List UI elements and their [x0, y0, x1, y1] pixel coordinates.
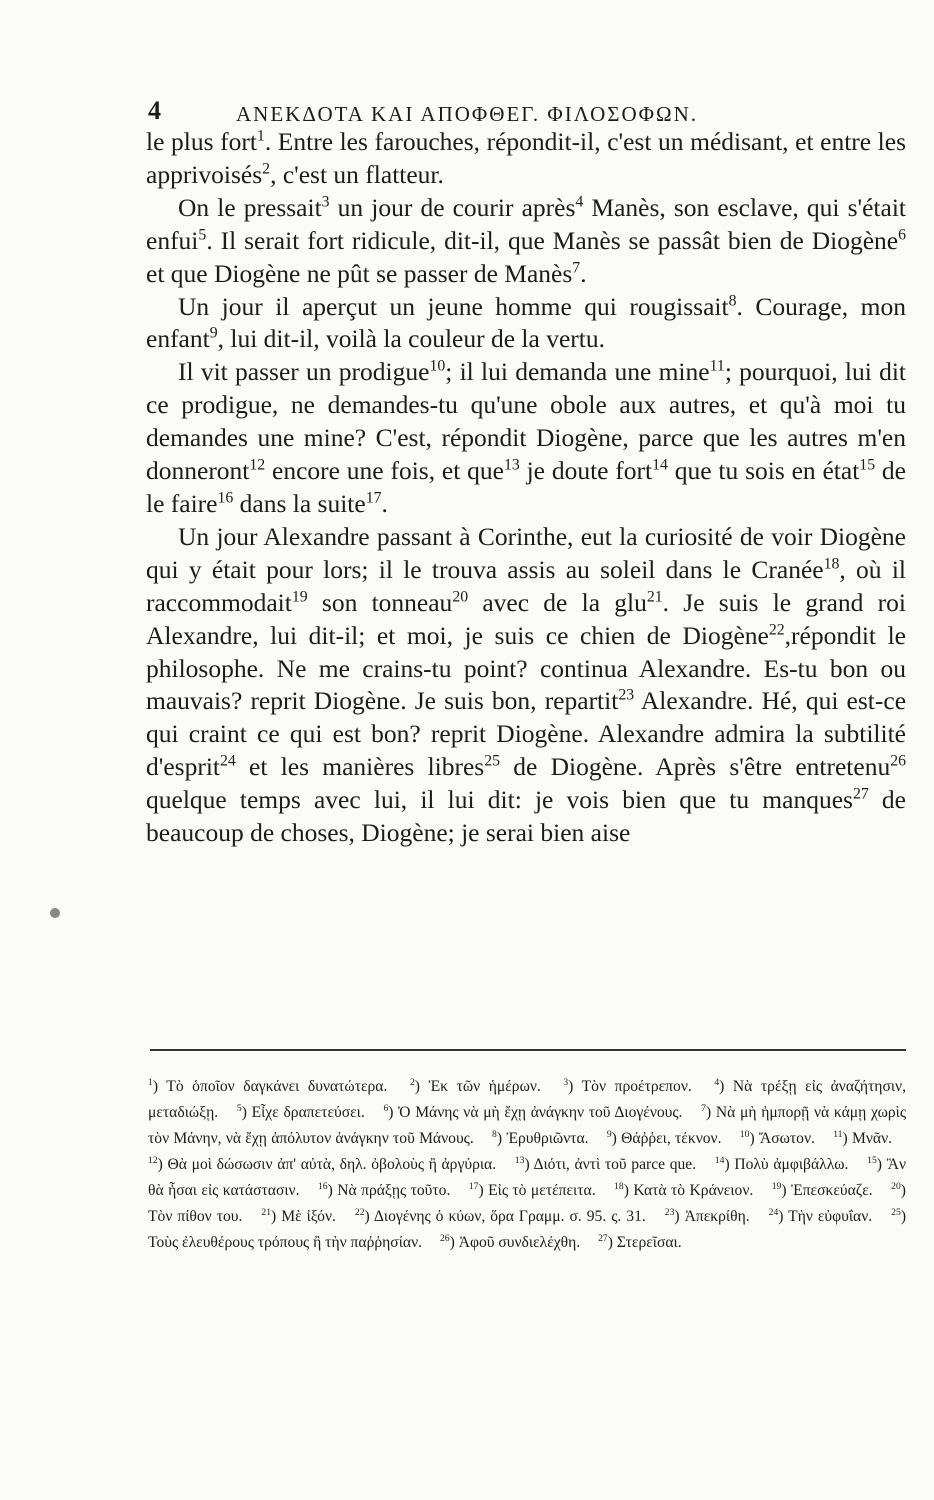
footnote-number: 20	[891, 1180, 901, 1192]
footnote-number: 26	[439, 1232, 450, 1244]
footnote-ref: 26	[890, 752, 907, 770]
footnote-text: Κατὰ τὸ Κράνειον.	[633, 1182, 754, 1199]
footnote: $^{22}$) Διογένης ὁ κύων, ὅρα Γραμμ. σ. 95. ς. 31.	[354, 1206, 646, 1225]
text-run: de Diogène. Après s'être entretenu	[500, 752, 891, 782]
footnote-text: Στερεῖσαι.	[616, 1234, 682, 1251]
text-run: , c'est un flatteur.	[270, 159, 444, 189]
footnote-ref: 18	[823, 555, 840, 573]
footnote-number: 17	[468, 1180, 479, 1192]
footnote: $^{26}$) Ἀφοῦ συνδιελέχθη.	[439, 1232, 581, 1251]
footnote: $^{11}$) Μνᾶν.	[833, 1128, 893, 1147]
footnote-ref: 9	[209, 324, 218, 342]
text-run: quelque temps avec lui, il lui dit: je vois bien que tu manques	[146, 785, 853, 815]
text-run: , où il raccommodait	[146, 554, 907, 617]
footnote-number: 13	[514, 1154, 525, 1166]
footnote: $^2$) Ἐκ τῶν ἡμέρων.	[409, 1076, 541, 1095]
text-run: Manès, son esclave, qui s'était enfui	[146, 192, 906, 255]
footnote-text: Μὲ ἰξόν.	[281, 1208, 336, 1225]
text-run: Il vit passer un prodigue	[178, 357, 430, 387]
footnote-text: Ἐκ τῶν ἡμέρων.	[428, 1078, 541, 1095]
footnote-number: 12	[148, 1154, 158, 1166]
paragraph	[146, 192, 906, 291]
text-run: .	[381, 488, 388, 518]
footnote-ref: 7	[572, 259, 581, 277]
text-run: je doute fort	[519, 456, 653, 486]
footnote-text: Τὸ ὁποῖον δαγκάνει δυνατώτερα.	[166, 1078, 388, 1095]
footnote: $^{12}$) Θὰ μοὶ δώσωσιν ἀπ' αὐτὰ, δηλ. ὀβολοὺς ἢ ἀργύρια.	[148, 1154, 497, 1173]
footnote-ref: 5	[198, 226, 207, 244]
footnote-number: 9	[606, 1128, 612, 1140]
footnote-text: Νὰ μὴ ἠμπορῇ νὰ κάμῃ χωρὶς τὸν Μάνην, νὰ ἔχῃ ἀπόλυτον ἀνάγκην τοῦ Μάνους.	[148, 1104, 906, 1147]
footnote: $^{20}$) Τὸν πίθον του.	[148, 1180, 906, 1225]
text-run: On le pressait	[178, 192, 322, 222]
footnote-text: Τὸν προέτρεπον.	[581, 1078, 692, 1095]
paragraph	[146, 521, 906, 850]
text-run: ; pourquoi, lui dit ce prodigue, ne demandes-tu qu'une obole aux autres, et qu'à moi tu demandes une mine? C'est, répondit Diogène, parce que les autres m'en donneront	[146, 357, 906, 486]
text-run: ; il lui demanda une mine	[445, 357, 710, 387]
footnote-number: 11	[833, 1128, 843, 1140]
footnote-text: Νὰ τρέξῃ εἰς ἀναζήτησιν, μεταδιώξῃ.	[148, 1078, 906, 1121]
footnote-text: Ἄσωτον.	[758, 1130, 815, 1147]
footnote-number: 3	[563, 1076, 569, 1088]
footnote-number: 18	[614, 1180, 624, 1192]
footnote: $^4$) Νὰ τρέξῃ εἰς ἀναζήτησιν, μεταδιώξῃ.	[148, 1076, 906, 1121]
footnote-ref: 8	[728, 292, 737, 310]
footnote-number: 14	[714, 1154, 725, 1166]
ink-spot	[50, 908, 60, 918]
running-title: ΑΝΕΚΔΟΤΑ ΚΑΙ ΑΠΟΦΘΕΓ. ΦΙΛΟΣΟΦΩΝ.	[236, 102, 699, 126]
footnotes	[148, 1074, 906, 1256]
footnote-number: 1	[148, 1076, 153, 1088]
footnote-number: 5	[236, 1102, 242, 1114]
text-run: son tonneau	[307, 587, 453, 617]
footnote: $^5$) Εἶχε δραπετεύσει.	[236, 1102, 365, 1121]
footnote-text: Θὰ μοὶ δώσωσιν ἀπ' αὐτὰ, δηλ. ὀβολοὺς ἢ ἀργύρια.	[167, 1156, 497, 1173]
footnote: $^{24}$) Τὴν εὐφυΐαν.	[768, 1206, 873, 1225]
footnote-text: Μνᾶν.	[851, 1130, 893, 1147]
text-run: et que Diogène ne pût se passer de Manès	[146, 258, 573, 288]
text-run: et les manières libres	[235, 752, 485, 782]
footnote-text: Τὴν εὐφυΐαν.	[788, 1208, 873, 1225]
footnote-number: 23	[664, 1206, 675, 1218]
footnote: $^{17}$) Εἰς τὸ μετέπειτα.	[468, 1180, 596, 1199]
paragraph	[146, 356, 906, 521]
text-run: dans la suite	[233, 488, 366, 518]
footnote-number: 19	[771, 1180, 782, 1192]
footnote: $^9$) Θάῤῥει, τέκνον.	[606, 1128, 722, 1147]
footnote-number: 21	[261, 1206, 272, 1218]
footnote-text: Ἐρυθριῶντα.	[506, 1130, 589, 1147]
footnote-ref: 22	[768, 621, 785, 639]
footnote-number: 2	[409, 1076, 415, 1088]
text-run: de beaucoup de choses, Diogène; je serai bien aise	[146, 785, 906, 848]
footnote-number: 8	[492, 1128, 497, 1140]
footnote-text: Τοὺς ἐλευθέρους τρόπους ἢ τὴν παῤῥησίαν.	[148, 1234, 423, 1251]
footnote-ref: 13	[503, 456, 520, 474]
footnote: $^1$) Τὸ ὁποῖον δαγκάνει δυνατώτερα.	[148, 1076, 388, 1095]
footnote-ref: 25	[484, 752, 501, 770]
text-run: le plus fort	[146, 127, 257, 156]
footnote-ref: 17	[365, 489, 382, 507]
footnote: $^3$) Τὸν προέτρεπον.	[563, 1076, 692, 1095]
footnote-ref: 11	[709, 357, 725, 375]
text-run: encore une fois, et que	[265, 456, 504, 486]
footnote-text: Νὰ πράξῃς τοῦτο.	[337, 1182, 451, 1199]
footnote-text: Ὁ Μάνης νὰ μὴ ἔχῃ ἀνάγκην τοῦ Διογένους.	[398, 1104, 683, 1121]
footnote-number: 27	[598, 1232, 608, 1244]
footnote-number: 10	[739, 1128, 750, 1140]
footnote-ref: 1	[256, 127, 265, 145]
footnote-ref: 20	[452, 588, 469, 606]
footnote: $^6$) Ὁ Μάνης νὰ μὴ ἔχῃ ἀνάγκην τοῦ Διογένους.	[383, 1102, 683, 1121]
footnote-text: Ἀφοῦ συνδιελέχθη.	[458, 1234, 581, 1251]
text-run: avec de la glu	[468, 587, 647, 617]
footnote-text: Ἂν θὰ ἦσαι εἰς κατάστασιν.	[148, 1156, 907, 1199]
footnote-ref: 2	[262, 160, 271, 178]
text-run: de le faire	[146, 456, 906, 518]
footnote-rule	[150, 1049, 906, 1051]
footnote-text: Εἰς τὸ μετέπειτα.	[488, 1182, 596, 1199]
footnote: $^8$) Ἐρυθριῶντα.	[492, 1128, 589, 1147]
footnote-ref: 27	[852, 785, 869, 803]
footnote-number: 22	[354, 1206, 365, 1218]
text-run: Un jour Alexandre passant à Corinthe, eut la curiosité de voir Diogène qui y était pour lors; il le trouva assis au soleil dans le Cranée	[146, 521, 906, 584]
footnote: $^{14}$) Πολὺ ἀμφιβάλλω.	[714, 1154, 849, 1173]
footnote-ref: 4	[575, 193, 584, 211]
footnote-number: 6	[383, 1102, 389, 1114]
footnote-ref: 14	[652, 456, 668, 474]
footnote: $^{21}$) Μὲ ἰξόν.	[261, 1206, 336, 1225]
text-run: . Courage, mon enfant	[146, 291, 906, 354]
text-run: ,répondit le philosophe. Ne me crains-tu point? continua Alexandre. Es-tu bon ou mauvais? reprit Diogène. Je suis bon, repartit	[146, 620, 906, 716]
text-run: que tu sois en état	[667, 456, 860, 486]
footnote: $^{19}$) Ἐπεσκεύαζε.	[771, 1180, 873, 1199]
footnote-ref: 19	[291, 588, 308, 606]
footnote: $^{27}$) Στερεῖσαι.	[598, 1232, 682, 1251]
footnote-ref: 15	[859, 456, 876, 474]
footnote-ref: 23	[618, 686, 635, 704]
footnote-ref: 16	[217, 489, 234, 507]
body-text	[146, 126, 906, 850]
footnote-number: 16	[317, 1180, 328, 1192]
footnote: $^{23}$) Ἀπεκρίθη.	[664, 1206, 750, 1225]
footnote-text: Πολὺ ἀμφιβάλλω.	[734, 1156, 849, 1173]
footnote-ref: 21	[646, 588, 663, 606]
footnote-text: Τὸν πίθον του.	[148, 1208, 243, 1225]
footnote: $^{13}$) Διότι, ἀντὶ τοῦ parce que.	[514, 1154, 697, 1173]
paragraph	[146, 291, 906, 357]
footnote-number: 24	[768, 1206, 779, 1218]
text-run: . Je suis le grand roi Alexandre, lui dit-il; et moi, je suis ce chien de Diogène	[146, 587, 907, 650]
footnote: $^7$) Νὰ μὴ ἠμπορῇ νὰ κάμῃ χωρὶς τὸν Μάνην, νὰ ἔχῃ ἀπόλυτον ἀνάγκην τοῦ Μάνους.	[148, 1102, 906, 1147]
text-run: Alexandre. Hé, qui est-ce qui craint ce qui est bon? reprit Diogène. Alexandre admira la subtilité d'esprit	[146, 686, 907, 782]
footnote: $^{10}$) Ἄσωτον.	[739, 1128, 815, 1147]
footnote-ref: 3	[321, 193, 330, 211]
footnote-ref: 6	[898, 226, 906, 244]
footnote-text: Εἶχε δραπετεύσει.	[251, 1104, 365, 1121]
footnote: $^{18}$) Κατὰ τὸ Κράνειον.	[614, 1180, 754, 1199]
text-run: , lui dit-il, voilà la couleur de la vertu.	[217, 324, 605, 354]
text-run: Un jour il aperçut un jeune homme qui rougissait	[178, 291, 729, 321]
footnote-text: Διογένης ὁ κύων, ὅρα Γραμμ. σ. 95. ς. 31.	[373, 1208, 646, 1225]
text-run: . Il serait fort ridicule, dit-il, que Manès se passât bien de Diogène	[206, 225, 899, 255]
footnote-ref: 10	[429, 357, 446, 375]
page-number: 4	[148, 96, 161, 125]
footnote: $^{15}$) Ἂν θὰ ἦσαι εἰς κατάστασιν.	[148, 1154, 907, 1199]
footnote-ref: 24	[220, 752, 236, 770]
footnote-text: Διότι, ἀντὶ τοῦ parce que.	[533, 1156, 697, 1173]
footnote-text: Ἀπεκρίθη.	[684, 1208, 750, 1225]
paragraph	[146, 126, 906, 192]
footnote-ref: 12	[249, 456, 266, 474]
footnote-number: 15	[867, 1154, 877, 1166]
footnote-number: 4	[714, 1076, 720, 1088]
text-run: . Entre les farouches, répondit-il, c'est un médisant, et entre les apprivoisés	[146, 127, 907, 189]
footnote-number: 7	[701, 1102, 706, 1114]
text-run: .	[580, 258, 587, 288]
footnote-number: 25	[891, 1206, 901, 1218]
footnote-text: Ἐπεσκεύαζε.	[791, 1182, 873, 1199]
footnote: $^{16}$) Νὰ πράξῃς τοῦτο.	[317, 1180, 451, 1199]
footnote: $^{25}$) Τοὺς ἐλευθέρους τρόπους ἢ τὴν παῤῥησίαν.	[148, 1206, 907, 1251]
footnote-text: Θάῤῥει, τέκνον.	[621, 1130, 722, 1147]
text-run: un jour de courir après	[329, 192, 576, 222]
